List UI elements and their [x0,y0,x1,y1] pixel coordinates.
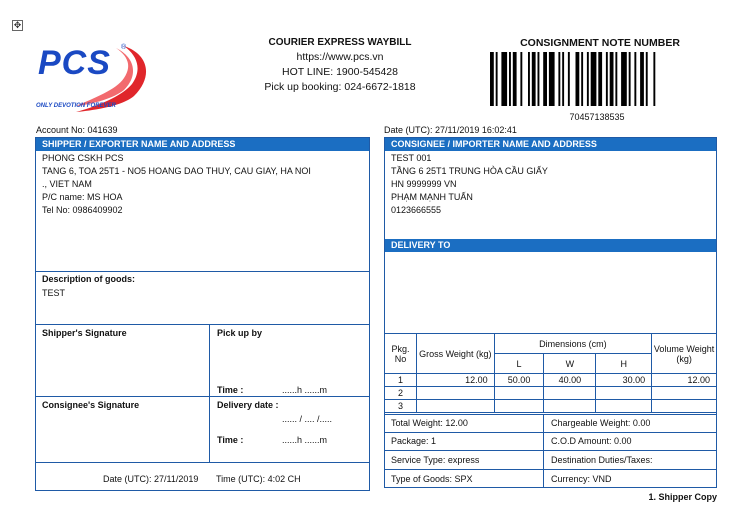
waybill-title: COURIER EXPRESS WAYBILL [268,37,412,48]
footer-date: Date (UTC): 27/11/2019 [103,474,199,484]
row-w [544,387,596,400]
delivery-date-value: ...... / .... /..... [282,414,333,424]
row-w [544,400,596,413]
hotline: HOT LINE: 1900-545428 [282,66,398,78]
pickup-by-label: Pick up by [217,328,263,338]
barcode-bar [581,52,583,106]
delivery-to-title: DELIVERY TO [385,239,716,252]
row-vol: 12.00 [652,374,717,387]
table-row [385,387,717,400]
shipper-line: ., VIET NAM [42,179,92,189]
dimensions-table [384,333,717,413]
barcode-bar [591,52,597,106]
shipper-signature-label: Shipper's Signature [42,328,127,338]
consignee-line: 0123666555 [391,205,442,215]
consignee-title: CONSIGNEE / IMPORTER NAME AND ADDRESS [385,138,716,151]
pickup-time-label: Time : [217,385,244,395]
length-header: L [494,354,544,374]
delivery-time-label: Time : [217,435,244,445]
consignee-line: HN 9999999 VN [391,179,457,189]
consignment-title: CONSIGNMENT NOTE NUMBER [520,37,680,49]
table-row [385,400,717,413]
consignee-signature-label: Consignee's Signature [42,400,140,410]
pkg-no-header: Pkg. No [385,334,417,374]
barcode-bar [558,52,560,106]
barcode-bar [501,52,507,106]
delivery-time-value: ......h ......m [282,435,328,445]
barcode-bar [640,52,644,106]
destination-duties: Destination Duties/Taxes: [551,455,653,465]
barcode-bar [653,52,655,106]
barcode-bar [629,52,631,106]
currency: Currency: VND [551,474,612,484]
service-type: Service Type: express [391,455,480,465]
barcode-bar [576,52,580,106]
barcode-bar [509,52,511,106]
goods-value: TEST [42,288,66,298]
logo-text: PCS [38,44,111,82]
registered-icon: ® [121,44,127,51]
barcode-bar [520,52,522,106]
row-w: 40.00 [544,374,596,387]
consignee-address [385,151,716,217]
barcode-bar [621,52,627,106]
barcode-bar [646,52,648,106]
barcode-bar [598,52,602,106]
barcode-bar [587,52,589,106]
row-no: 1 [385,374,417,387]
date-utc: Date (UTC): 27/11/2019 16:02:41 [384,125,517,135]
logo-tagline: ONLY DEVOTION FOREVER [36,103,116,109]
shipper-line: Tel No: 0986409902 [42,205,123,215]
shipper-title: SHIPPER / EXPORTER NAME AND ADDRESS [36,138,369,151]
barcode-bar [490,52,494,106]
consignment-number: 70457138535 [569,112,625,122]
waybill-header [240,37,440,93]
goods-label: Description of goods: [42,274,135,284]
delivery-date-label: Delivery date : [217,400,279,410]
barcode-bar [568,52,570,106]
pickup-booking: Pick up booking: 024-6672-1818 [264,81,416,93]
consignee-section [384,137,717,488]
shipper-line: TANG 6, TOA 25T1 - NO5 HOANG DAO THUY, CAU GIAY, HA NOI [42,166,311,176]
width-header: W [544,354,596,374]
barcode-bar [496,52,498,106]
row-gross [416,400,494,413]
type-of-goods: Type of Goods: SPX [391,474,473,484]
shipper-address [36,151,369,217]
row-l [494,387,544,400]
dimensions-header: Dimensions (cm) [494,334,652,354]
row-l: 50.00 [494,374,544,387]
row-h [596,387,652,400]
move-handle-icon[interactable]: ✥ [13,20,22,30]
barcode-bar [634,52,636,106]
account-number: Account No: 041639 [36,125,118,135]
table-row [385,374,717,387]
total-weight: Total Weight: 12.00 [391,418,468,428]
copy-label: 1. Shipper Copy [648,492,717,502]
row-h [596,400,652,413]
package-count: Package: 1 [391,436,437,446]
website: https://www.pcs.vn [296,51,384,63]
chargeable-weight: Chargeable Weight: 0.00 [551,418,651,428]
consignee-line: TẦNG 6 25T1 TRUNG HÒA CẦU GIẤY [391,166,548,176]
row-gross [416,387,494,400]
shipper-line: P/C name: MS HOA [42,192,123,202]
barcode-bar [543,52,547,106]
barcode-bar [538,52,540,106]
cod-amount: C.O.D Amount: 0.00 [551,436,632,446]
row-vol [652,387,717,400]
row-l [494,400,544,413]
barcode-bar [549,52,555,106]
barcode [490,52,704,106]
row-gross: 12.00 [416,374,494,387]
pickup-time-value: ......h ......m [282,385,328,395]
row-no: 3 [385,400,417,413]
row-no: 2 [385,387,417,400]
height-header: H [596,354,652,374]
row-h: 30.00 [596,374,652,387]
shipper-line: PHONG CSKH PCS [42,153,124,163]
barcode-bar [532,52,536,106]
barcode-bar [610,52,614,106]
barcode-bar [513,52,517,106]
consignee-line: PHẠM MẠNH TUẤN [391,192,473,202]
barcode-bar [615,52,617,106]
barcode-bar [606,52,608,106]
row-vol [652,400,717,413]
barcode-bar [528,52,530,106]
consignee-line: TEST 001 [391,153,432,163]
shipper-section [35,137,370,491]
barcode-bar [562,52,564,106]
footer-time: Time (UTC): 4:02 CH [216,474,301,484]
volume-weight-header: Volume Weight (kg) [652,334,717,374]
gross-weight-header: Gross Weight (kg) [416,334,494,374]
